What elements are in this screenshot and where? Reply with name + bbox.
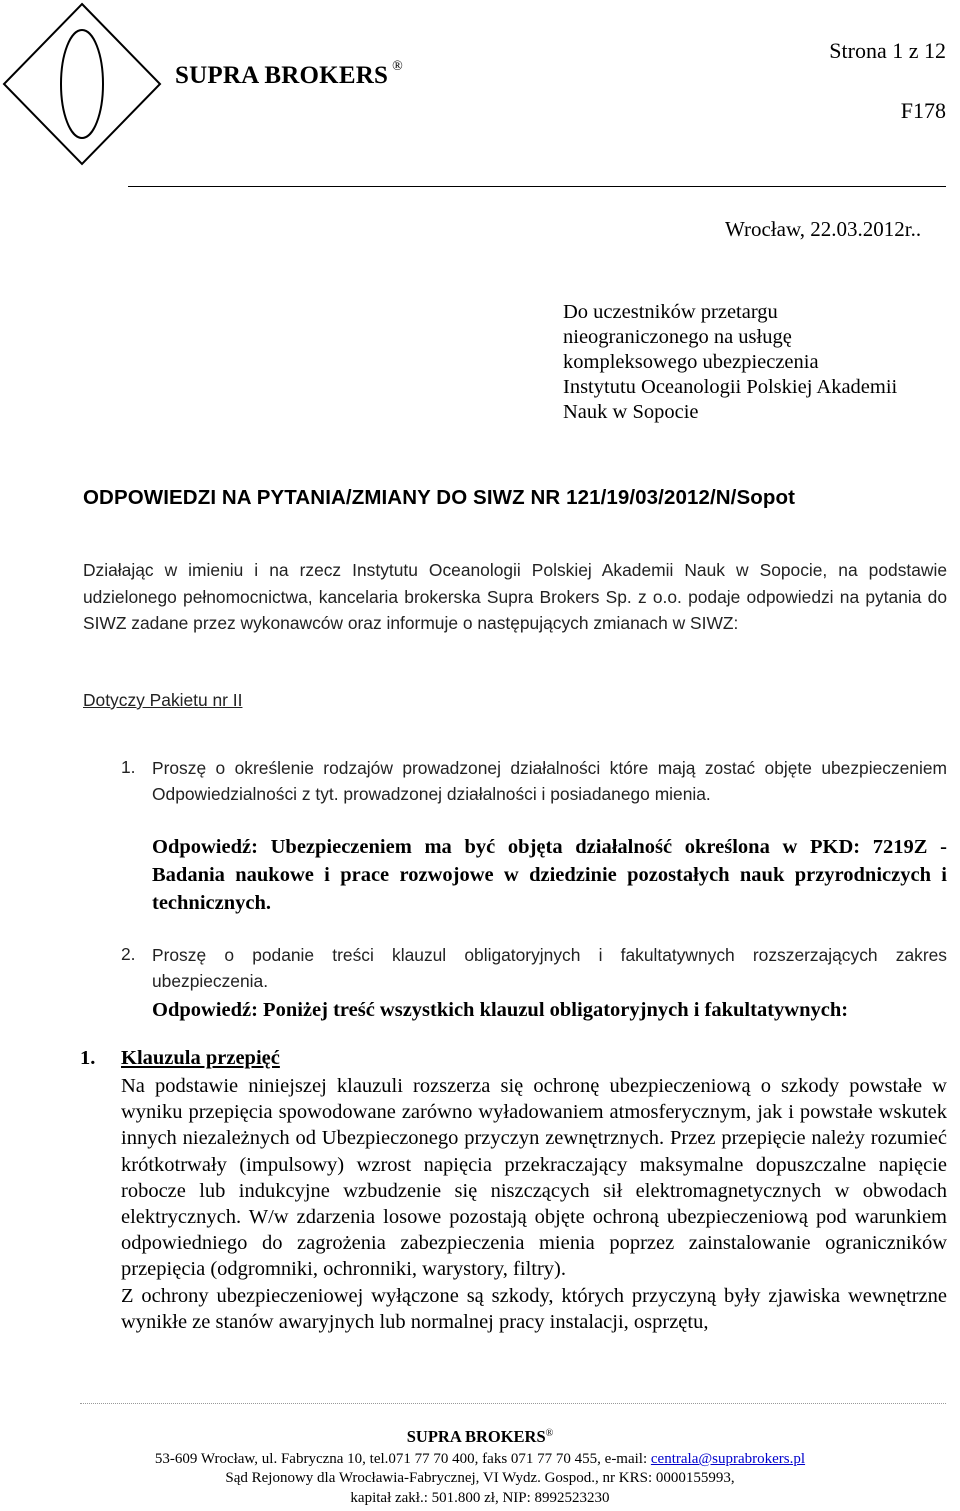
email-link[interactable]: centrala@suprabrokers.pl	[650, 1451, 806, 1467]
footer-court: Sąd Rejonowy dla Wrocławia-Fabrycznej, VI Wydz. Gospod., nr KRS: 0000155993,	[225, 1470, 735, 1486]
question-number: 2.	[121, 944, 136, 964]
footer-capital: kapitał zakł.: 501.800 zł, NIP: 8992523230	[350, 1490, 610, 1506]
clause-title: Klauzula przepięć	[121, 1047, 280, 1069]
document-title: ODPOWIEDZI NA PYTANIA/ZMIANY DO SIWZ NR 121/19/03/2012/N/Sopot	[83, 486, 796, 509]
question-number: 1.	[121, 757, 136, 777]
clause-number: 1.	[80, 1047, 96, 1069]
addressee-line: Nauk w Sopocie	[563, 401, 699, 423]
brand-name: SUPRA BROKERS ®	[175, 58, 403, 89]
page-number: Strona 1 z 12	[829, 38, 946, 63]
footer-brand: SUPRA BROKERS®	[406, 1427, 554, 1446]
answer-text: Odpowiedź: Ubezpieczeniem ma być objęta działalność określona w PKD: 7219Z - Badania naukowe i prace rozwojowe w dziedzinie pozostałych nauk przyrodniczych i technicznych.	[152, 836, 947, 914]
addressee-line: Instytutu Oceanologii Polskiej Akademii	[563, 376, 898, 398]
addressee-line: kompleksowego ubezpieczenia	[563, 351, 819, 373]
addressee-line: Do uczestników przetargu	[563, 301, 778, 323]
question-text: Proszę o określenie rodzajów prowadzonej działalności które mają zostać objęte ubezpieczeniem Odpowiedzialności z tyt. prowadzonej działalności i posiadanego mienia.	[152, 758, 947, 804]
question-text: Proszę o podanie treści klauzul obligatoryjnych i fakultatywnych rozszerzających zakres ubezpieczenia.	[152, 945, 947, 991]
form-code: F178	[900, 98, 946, 123]
footer-address: 53-609 Wrocław, ul. Fabryczna 10, tel.071 77 70 400, faks 071 77 70 455, e-mail: centrala@suprabrokers.pl	[154, 1451, 806, 1467]
intro-paragraph: Działając w imieniu i na rzecz Instytutu Oceanologii Polskiej Akademii Nauk w Sopocie, na podstawie udzielonego pełnomocnictwa, kancelaria brokerska Supra Brokers Sp. z o.o. podaje odpowiedzi na pytania do SIWZ zadane przez wykonawców oraz informuje o następujących zmianach w SIWZ:	[83, 560, 947, 633]
addressee-block	[563, 300, 943, 425]
answer-text: Odpowiedź: Poniżej treść wszystkich klauzul obligatoryjnych i fakultatywnych:	[152, 999, 849, 1021]
footer-divider	[80, 1403, 946, 1404]
clause-paragraph: Na podstawie niniejszej klauzuli rozszerza się ochronę ubezpieczeniową o szkody powstałe w wyniku przepięcia spowodowane zarówno wyładowaniem atmosferycznym, jak i powstałe wskutek innych niezależnych od Ubezpieczonego przyczyn zewnętrznych. Przez przepięcie należy rozumieć krótkotrwały (impulsowy) wzrost napięcia przekraczający maksymalne dopuszczalne napięcie robocze lub indukcyjne wzbudzenie się niszczących sił elektromagnetycznych w obwodach elektrycznych. W/w zdarzenia losowe pozostają objęte ochroną ubezpieczeniową pod warunkiem odpowiedniego do zagrożenia zabezpieczenia mienia poprzez zainstalowanie ograniczników przepięcia (odgromniki, ochronniki, warystory, filtry).	[121, 1075, 947, 1281]
addressee-line: nieograniczonego na usługę	[563, 326, 792, 348]
document-date: Wrocław, 22.03.2012r..	[725, 217, 922, 241]
section-label: Dotyczy Pakietu nr II	[83, 690, 243, 710]
clause-body	[121, 1073, 947, 1335]
header-divider	[128, 186, 946, 187]
clause-paragraph: Z ochrony ubezpieczeniowej wyłączone są szkody, których przyczyną były zjawiska wewnętrzne wynikłe ze stanów awaryjnych lub normalnej pracy instalacji, osprzętu,	[121, 1284, 947, 1333]
company-logo	[0, 0, 170, 170]
